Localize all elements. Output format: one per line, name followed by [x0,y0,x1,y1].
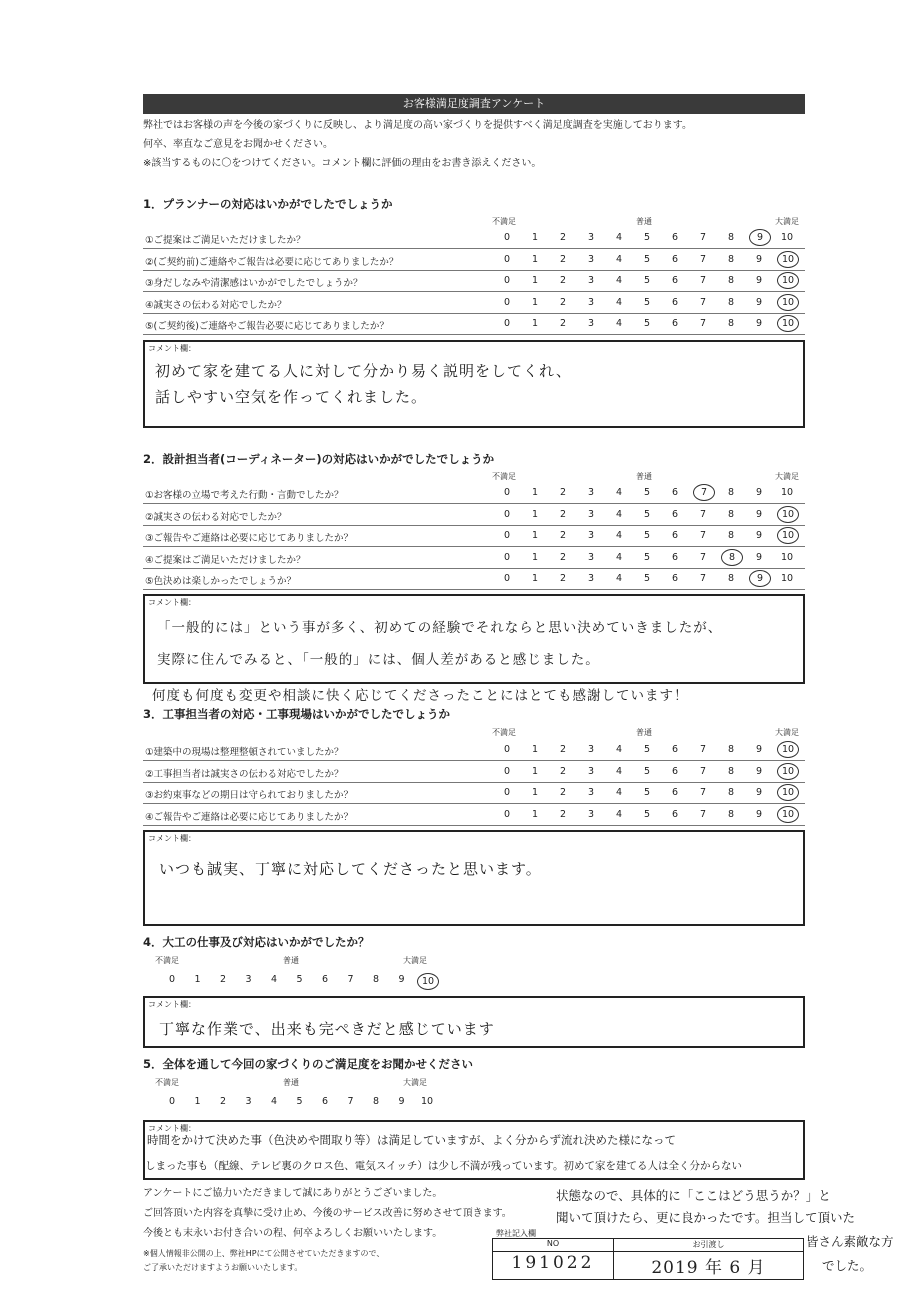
score-option[interactable]: 0 [168,1096,176,1107]
score-option[interactable]: 3 [587,573,595,584]
score-option[interactable]: 9 [755,744,763,755]
scale-high-label: 大満足 [403,956,427,965]
scale-low-label: 不満足 [492,217,516,226]
question-row [143,505,805,526]
score-option[interactable]: 9 [755,765,763,777]
score-option[interactable]: 4 [615,573,623,584]
question-row [143,762,805,783]
score-option[interactable]: 3 [587,765,595,777]
question-text: ③お約束事などの期日は守られておりましたか？ [145,790,354,801]
score-option[interactable]: 0 [503,551,511,563]
comment-label: コメント欄： [148,1124,196,1133]
selected-score[interactable]: 10 [777,806,799,823]
score-option[interactable]: 3 [587,530,595,541]
score-option[interactable]: 3 [587,296,595,308]
score-option[interactable]: 5 [296,974,303,985]
score-option[interactable]: 3 [587,253,595,265]
score-option[interactable]: 5 [643,296,651,308]
question-text: ③ご報告やご連絡は必要に応じてありましたか？ [145,533,354,544]
score-option[interactable]: 7 [699,530,707,541]
score-option[interactable]: 4 [270,1096,278,1107]
no-header: NO [493,1239,613,1252]
score-option[interactable]: 5 [643,487,651,498]
score-option[interactable]: 1 [531,765,539,777]
score-option[interactable]: 8 [727,573,735,584]
score-option[interactable]: 4 [615,253,623,265]
score-option[interactable]: 7 [699,808,707,820]
scale-low-label: 不満足 [155,1078,179,1087]
score-option[interactable]: 8 [727,787,735,798]
score-option[interactable]: 3 [587,551,595,563]
question-row [143,569,805,590]
score-option[interactable]: 7 [699,275,707,286]
score-option[interactable]: 4 [270,974,278,985]
score-option[interactable]: 10 [780,232,794,243]
score-option[interactable]: 8 [372,974,380,985]
question-text: ①お客様の立場で考えた行動・言動でしたか？ [145,490,344,501]
section-1-comment-line-2: 話しやすい空気を作ってくれました。 [155,388,428,406]
intro-line-3: ※該当するものに〇をつけてください。コメント欄に評価の理由をお書き添えください。 [143,158,542,169]
score-option[interactable]: 1 [194,1096,201,1107]
score-option[interactable]: 2 [559,808,567,820]
score-option[interactable]: 6 [321,974,329,985]
score-option[interactable]: 10 [420,1096,434,1107]
score-option[interactable]: 1 [531,508,539,520]
selected-score[interactable]: 8 [721,549,743,566]
score-option[interactable]: 5 [643,787,651,798]
score-option[interactable]: 9 [755,318,763,329]
score-option[interactable]: 8 [727,530,735,541]
scale-high-label: 大満足 [403,1078,427,1087]
score-option[interactable]: 7 [699,744,707,755]
selected-score[interactable]: 10 [777,741,799,758]
score-option[interactable]: 1 [531,487,539,498]
score-option[interactable]: 3 [587,318,595,329]
score-option[interactable]: 3 [587,232,595,243]
score-option[interactable]: 7 [699,508,707,520]
score-option[interactable]: 5 [643,573,651,584]
score-option[interactable]: 1 [531,275,539,286]
score-option[interactable]: 4 [615,744,623,755]
question-text: ④ご報告やご連絡は必要に応じてありましたか？ [145,811,354,823]
section-5-comment-line-6: でした。 [822,1258,873,1273]
intro-line-1: 弊社ではお客様の声を今後の家づくりに反映し、より満足度の高い家づくりを提供すべく満足度調査を実施しております。 [143,120,692,131]
section-5-comment-line-2: しまった事も（配線、テレビ裏のクロス色、電気スイッチ）は少し不満が残っています。初めて家を建てる人は全く分からない [145,1160,743,1172]
scale-high-label: 大満足 [775,728,799,737]
score-option[interactable]: 2 [559,573,567,584]
selected-score[interactable]: 9 [749,570,771,587]
score-option[interactable]: 6 [671,787,679,798]
comment-label: コメント欄： [148,598,196,607]
section-1-title: 1．プランナーの対応はいかがでしたでしょうか [143,197,393,211]
score-option[interactable]: 2 [219,974,227,985]
score-option[interactable]: 2 [559,296,567,308]
score-option[interactable]: 7 [699,765,707,777]
score-option[interactable]: 9 [398,974,405,985]
score-option[interactable]: 3 [587,508,595,520]
score-option[interactable]: 3 [245,974,252,985]
intro-line-2: 何卒、率直なご意見をお聞かせください。 [143,139,333,150]
score-option[interactable]: 0 [168,974,176,985]
score-option[interactable]: 4 [615,808,623,820]
score-option[interactable]: 1 [531,296,539,308]
score-option[interactable]: 5 [643,765,651,777]
score-option[interactable]: 0 [503,787,511,798]
section-3-title: 3．工事担当者の対応・工事現場はいかがでしたでしょうか [143,707,450,721]
score-option[interactable]: 5 [296,1096,303,1107]
question-row [143,483,805,504]
score-option[interactable]: 2 [559,318,567,329]
score-option[interactable]: 9 [755,487,763,498]
scale-low-label: 不満足 [155,956,179,965]
score-option[interactable]: 9 [755,787,763,798]
score-option[interactable]: 0 [503,530,511,541]
score-option[interactable]: 5 [643,808,651,820]
selected-score[interactable]: 10 [417,973,439,990]
score-option[interactable]: 3 [587,744,595,755]
comment-label: コメント欄： [148,834,196,843]
score-option[interactable]: 2 [559,275,567,286]
score-option[interactable]: 0 [503,508,511,520]
section-5-comment-line-1: 時間をかけて決めた事（色決めや間取り等）は満足していますが、よく分からず流れ決めた様になって [147,1133,676,1147]
handover-header: お引渡し [614,1239,803,1252]
section-5-title: 5．全体を通して今回の家づくりのご満足度をお聞かせください [143,1057,473,1071]
section-2-title: 2．設計担当者(コーディネーター)の対応はいかがでしたでしょうか [143,452,495,466]
score-option[interactable]: 2 [559,744,567,755]
score-option[interactable]: 6 [321,1096,329,1107]
question-text: ①建築中の現場は整理整頓されていましたか？ [145,747,344,758]
selected-score[interactable]: 9 [749,229,771,246]
section-1-comment-box [143,340,805,428]
score-option[interactable]: 4 [615,487,623,498]
score-option[interactable]: 9 [755,296,763,308]
score-option[interactable]: 1 [531,530,539,541]
score-option[interactable]: 9 [755,808,763,820]
question-text: ②工事担当者は誠実さの伝わる対応でしたか？ [145,768,344,780]
score-option[interactable]: 0 [503,765,511,777]
section-3-comment-box [143,830,805,926]
section-1-comment-line-1: 初めて家を建てる人に対して分かり易く説明をしてくれ、 [155,362,572,380]
score-option[interactable]: 5 [643,744,651,755]
score-option[interactable]: 5 [643,318,651,329]
score-option[interactable]: 1 [531,808,539,820]
question-row [143,526,805,547]
score-option[interactable]: 5 [643,253,651,265]
score-option[interactable]: 2 [559,551,567,563]
score-option[interactable]: 9 [755,508,763,520]
scale-low-label: 不満足 [492,728,516,737]
score-option[interactable]: 9 [755,551,763,563]
score-option[interactable]: 4 [615,530,623,541]
question-row [143,805,805,826]
section-2-comment-box [143,594,805,684]
section-4-scale [165,972,445,990]
section-5-comment-line-3: 状態なので、具体的に「ここはどう思うか？」と [556,1188,831,1203]
question-row [143,548,805,569]
section-3-comment-line-1: いつも誠実、丁寧に対応してくださったと思います。 [159,860,542,878]
score-option[interactable]: 7 [347,974,354,985]
score-option[interactable]: 1 [531,253,539,265]
score-option[interactable]: 7 [699,573,707,584]
question-row [143,783,805,804]
score-option[interactable]: 1 [531,318,539,329]
score-option[interactable]: 7 [699,787,707,798]
score-option[interactable]: 3 [587,275,595,286]
score-option[interactable]: 2 [219,1096,227,1107]
score-option[interactable]: 2 [559,253,567,265]
section-4-comment-line-1: 丁寧な作業で、出来も完ぺきだと感じています [159,1020,495,1038]
score-option[interactable]: 9 [755,275,763,286]
score-option[interactable]: 1 [531,573,539,584]
scale-high-label: 大満足 [775,217,799,226]
no-value: 191022 [511,1253,595,1273]
score-option[interactable]: 8 [727,253,735,265]
scale-mid-label: 普通 [283,1078,299,1087]
selected-score[interactable]: 10 [777,784,799,801]
score-option[interactable]: 6 [671,296,679,308]
selected-score[interactable]: 10 [777,527,799,544]
selected-score[interactable]: 10 [777,315,799,332]
score-option[interactable]: 7 [347,1096,354,1107]
question-text: ①ご提案はご満足いただけましたか？ [145,235,306,246]
section-4-comment-box [143,996,805,1048]
score-option[interactable]: 4 [615,232,623,243]
question-row [143,250,805,271]
section-2-comment-line-1: 「一般的には」という事が多く、初めての経験でそれならと思い決めていきましたが、 [157,620,723,636]
selected-score[interactable]: 10 [777,251,799,268]
scale-mid-label: 普通 [636,728,652,737]
score-option[interactable]: 8 [727,232,735,243]
score-option[interactable]: 2 [559,508,567,520]
section-5-scale [165,1094,445,1112]
score-option[interactable]: 7 [699,232,707,243]
score-option[interactable]: 9 [755,530,763,541]
question-text: ⑤(ご契約後)ご連絡やご報告必要に応じてありましたか？ [145,321,389,332]
score-option[interactable]: 7 [699,551,707,563]
selected-score[interactable]: 10 [777,272,799,289]
score-option[interactable]: 4 [615,275,623,286]
question-row [143,314,805,335]
score-option[interactable]: 8 [727,487,735,498]
score-option[interactable]: 6 [671,573,679,584]
score-option[interactable]: 2 [559,232,567,243]
score-option[interactable]: 4 [615,551,623,563]
score-option[interactable]: 3 [587,487,595,498]
score-option[interactable]: 5 [643,530,651,541]
score-option[interactable]: 2 [559,787,567,798]
score-option[interactable]: 8 [727,508,735,520]
scale-mid-label: 普通 [636,217,652,226]
score-option[interactable]: 7 [699,253,707,265]
score-option[interactable]: 4 [615,765,623,777]
score-option[interactable]: 6 [671,744,679,755]
score-option[interactable]: 4 [615,508,623,520]
section-2-extra-comment: 何度も何度も変更や相談に快く応じてくださったことにはとても感謝しています！ [152,688,689,704]
question-text: ③身だしなみや清潔感はいかがでしたでしょうか？ [145,278,363,289]
score-option[interactable]: 8 [727,744,735,755]
score-option[interactable]: 4 [615,787,623,798]
question-text: ②(ご契約前)ご連絡やご報告は必要に応じてありましたか？ [145,256,399,268]
note-line-1: ※個人情報非公開の上、弊社HPにて公開させていただきますので、 [143,1249,385,1258]
selected-score[interactable]: 10 [777,763,799,780]
selected-score[interactable]: 10 [777,294,799,311]
score-option[interactable]: 0 [503,253,511,265]
score-option[interactable]: 8 [727,318,735,329]
score-option[interactable]: 6 [671,232,679,243]
score-option[interactable]: 0 [503,318,511,329]
score-option[interactable]: 8 [727,296,735,308]
score-option[interactable]: 0 [503,275,511,286]
question-row [143,271,805,292]
score-option[interactable]: 6 [671,808,679,820]
score-option[interactable]: 5 [643,551,651,563]
score-option[interactable]: 6 [671,253,679,265]
score-option[interactable]: 8 [727,765,735,777]
score-option[interactable]: 0 [503,808,511,820]
score-option[interactable]: 4 [615,296,623,308]
closing-line-2: ご回答頂いた内容を真摯に受け止め、今後のサービス改善に努めさせて頂きます。 [143,1208,512,1219]
section-4-title: 4．大工の仕事及び対応はいかがでしたか？ [143,935,370,949]
closing-line-3: 今後とも末永いお付き合いの程、何卒よろしくお願いいたします。 [143,1228,443,1239]
score-option[interactable]: 0 [503,487,511,498]
score-option[interactable]: 9 [755,253,763,265]
score-option[interactable]: 1 [194,974,201,985]
scale-mid-label: 普通 [283,956,299,965]
score-option[interactable]: 3 [587,787,595,798]
question-text: ⑤色決めは楽しかったでしょうか？ [145,576,297,587]
selected-score[interactable]: 7 [693,484,715,501]
question-row [143,740,805,761]
score-option[interactable]: 1 [531,744,539,755]
comment-label: コメント欄： [148,344,196,353]
comment-label: コメント欄： [148,1000,196,1009]
score-option[interactable]: 1 [531,232,539,243]
note-line-2: ご了承いただけますようお願いいたします。 [143,1263,303,1272]
section-5-comment-line-5: 皆さん素敵な方 [806,1234,894,1249]
score-option[interactable]: 6 [671,508,679,520]
score-option[interactable]: 5 [643,275,651,286]
section-5-comment-line-4: 聞いて頂けたら、更に良かったです。担当して頂いた [556,1210,856,1225]
selected-score[interactable]: 10 [777,506,799,523]
closing-line-1: アンケートにご協力いただきまして誠にありがとうございました。 [143,1188,443,1199]
score-option[interactable]: 6 [671,551,679,563]
score-option[interactable]: 2 [559,765,567,777]
score-option[interactable]: 6 [671,487,679,498]
question-row [143,228,805,249]
question-text: ②誠実さの伝わる対応でしたか？ [145,511,287,523]
score-option[interactable]: 5 [643,508,651,520]
score-option[interactable]: 6 [671,765,679,777]
score-option[interactable]: 10 [780,573,794,584]
section-2-comment-line-2: 実際に住んでみると、「一般的」には、個人差があると感じました。 [157,652,600,668]
scale-low-label: 不満足 [492,472,516,481]
score-option[interactable]: 0 [503,296,511,308]
score-option[interactable]: 5 [643,232,651,243]
question-text: ④誠実さの伝わる対応でしたか？ [145,299,287,311]
score-option[interactable]: 7 [699,318,707,329]
office-use-box [492,1238,804,1280]
survey-title: お客様満足度調査アンケート [143,94,805,114]
office-use-label: 弊社記入欄 [496,1229,536,1238]
score-option[interactable]: 1 [531,787,539,798]
score-option[interactable]: 8 [372,1096,380,1107]
score-option[interactable]: 2 [559,487,567,498]
score-option[interactable]: 10 [780,551,794,563]
score-option[interactable]: 6 [671,275,679,286]
score-option[interactable]: 9 [398,1096,405,1107]
score-option[interactable]: 3 [245,1096,252,1107]
score-option[interactable]: 6 [671,318,679,329]
score-option[interactable]: 8 [727,275,735,286]
question-row [143,293,805,314]
score-option[interactable]: 0 [503,573,511,584]
score-option[interactable]: 6 [671,530,679,541]
score-option[interactable]: 2 [559,530,567,541]
score-option[interactable]: 4 [615,318,623,329]
score-option[interactable]: 8 [727,808,735,820]
question-text: ④ご提案はご満足いただけましたか？ [145,554,306,566]
scale-mid-label: 普通 [636,472,652,481]
score-option[interactable]: 0 [503,744,511,755]
scale-high-label: 大満足 [775,472,799,481]
score-option[interactable]: 0 [503,232,511,243]
score-option[interactable]: 3 [587,808,595,820]
score-option[interactable]: 10 [780,487,794,498]
score-option[interactable]: 7 [699,296,707,308]
handover-value: 2019 年 6 月 [651,1258,766,1278]
score-option[interactable]: 1 [531,551,539,563]
